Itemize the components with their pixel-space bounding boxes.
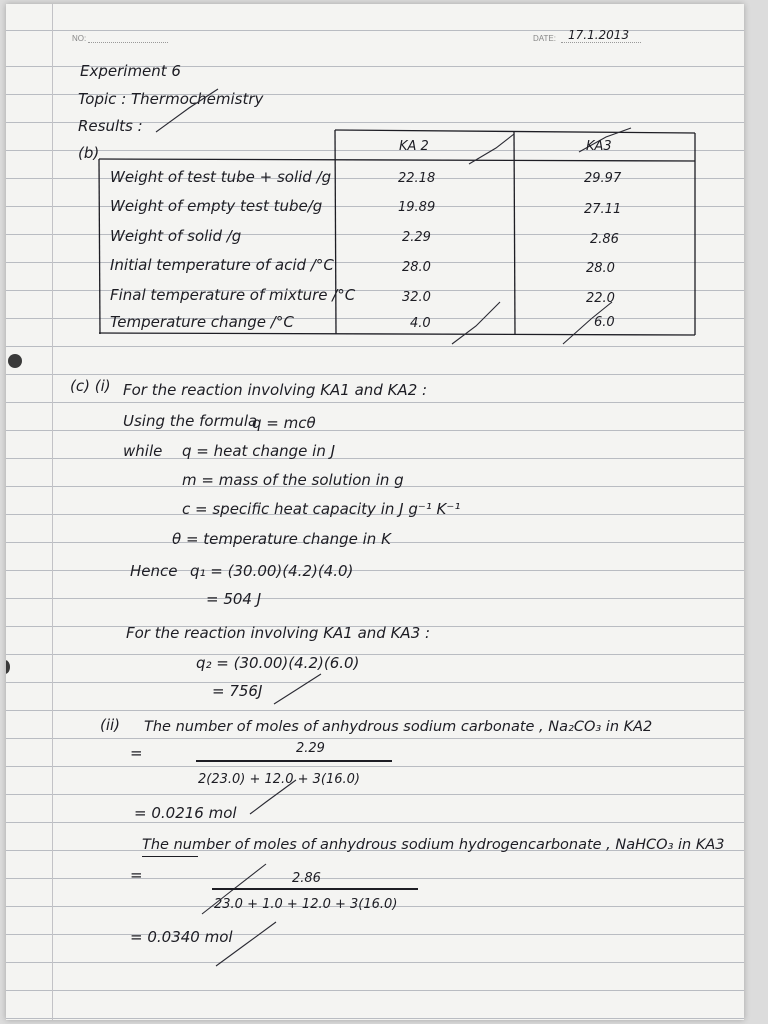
row-label: Weight of empty test tube/g bbox=[110, 197, 323, 215]
definition-line: q = heat change in J bbox=[182, 442, 336, 460]
experiment-title: Experiment 6 bbox=[80, 62, 181, 80]
part-c-label: (c) (i) bbox=[70, 377, 111, 395]
q2-result: = 756J bbox=[212, 682, 263, 700]
moles-nahco3-heading: The number of moles of anhydrous sodium hydrogencarbonate , NaHCO₃ in KA3 bbox=[142, 837, 725, 853]
using-formula-text: Using the formula bbox=[123, 412, 258, 430]
part-ii-label: (ii) bbox=[100, 716, 121, 734]
numerator-1: 2.29 bbox=[296, 741, 325, 756]
definition-line: θ = temperature change in K bbox=[172, 530, 391, 548]
cell-ka2: 32.0 bbox=[402, 290, 431, 305]
cell-ka2: 4.0 bbox=[410, 316, 431, 331]
numerator-2: 2.86 bbox=[292, 871, 321, 886]
q2-expression: q₂ = (30.00)(4.2)(6.0) bbox=[196, 654, 360, 672]
results-heading: Results : bbox=[78, 117, 143, 135]
fraction-bar bbox=[196, 760, 392, 762]
denominator-1: 2(23.0) + 12.0 + 3(16.0) bbox=[198, 772, 360, 787]
equals-sign: = bbox=[130, 744, 143, 762]
cell-ka3: 6.0 bbox=[594, 315, 615, 330]
moles-result-2: = 0.0340 mol bbox=[130, 928, 233, 946]
date-value: 17.1.2013 bbox=[568, 28, 630, 42]
no-label: NO: bbox=[72, 34, 87, 43]
col-header-ka3: KA3 bbox=[586, 139, 612, 154]
q1-expression: q₁ = (30.00)(4.2)(4.0) bbox=[190, 562, 354, 580]
fraction-bar bbox=[212, 888, 418, 890]
cell-ka3: 22.0 bbox=[586, 291, 615, 306]
q1-result: = 504 J bbox=[206, 590, 262, 608]
cell-ka3: 28.0 bbox=[586, 261, 615, 276]
equals-sign: = bbox=[130, 866, 143, 884]
part-b-label: (b) bbox=[78, 144, 100, 162]
definition-line: c = specific heat capacity in J g⁻¹ K⁻¹ bbox=[182, 500, 461, 518]
cell-ka3: 27.11 bbox=[584, 202, 622, 217]
reaction-intro-1: For the reaction involving KA1 and KA2 : bbox=[123, 381, 428, 399]
row-label: Weight of solid /g bbox=[110, 227, 242, 245]
row-label: Weight of test tube + solid /g bbox=[110, 168, 332, 186]
definition-line: m = mass of the solution in g bbox=[182, 471, 404, 489]
denominator-2: 23.0 + 1.0 + 12.0 + 3(16.0) bbox=[214, 897, 398, 912]
date-label: DATE: bbox=[533, 34, 556, 43]
moles-na2co3-heading: The number of moles of anhydrous sodium carbonate , Na₂CO₃ in KA2 bbox=[144, 719, 653, 735]
while-text: while bbox=[123, 442, 163, 460]
cell-ka3: 2.86 bbox=[590, 232, 619, 247]
cell-ka3: 29.97 bbox=[584, 171, 622, 186]
col-header-ka2: KA 2 bbox=[399, 139, 429, 154]
hence-text: Hence bbox=[130, 562, 178, 580]
cell-ka2: 22.18 bbox=[398, 171, 436, 186]
row-label: Initial temperature of acid /°C bbox=[110, 256, 334, 274]
row-label: Temperature change /°C bbox=[110, 313, 294, 331]
cell-ka2: 19.89 bbox=[398, 200, 436, 215]
moles-result-1: = 0.0216 mol bbox=[134, 804, 237, 822]
underline bbox=[142, 856, 198, 857]
reaction-intro-2: For the reaction involving KA1 and KA3 : bbox=[126, 624, 431, 642]
cell-ka2: 28.0 bbox=[402, 260, 431, 275]
row-label: Final temperature of mixture /°C bbox=[110, 286, 356, 304]
topic-line: Topic : Thermochemistry bbox=[78, 90, 264, 108]
cell-ka2: 2.29 bbox=[402, 230, 431, 245]
notebook-page bbox=[6, 4, 744, 1020]
formula: q = mcθ bbox=[252, 414, 316, 432]
